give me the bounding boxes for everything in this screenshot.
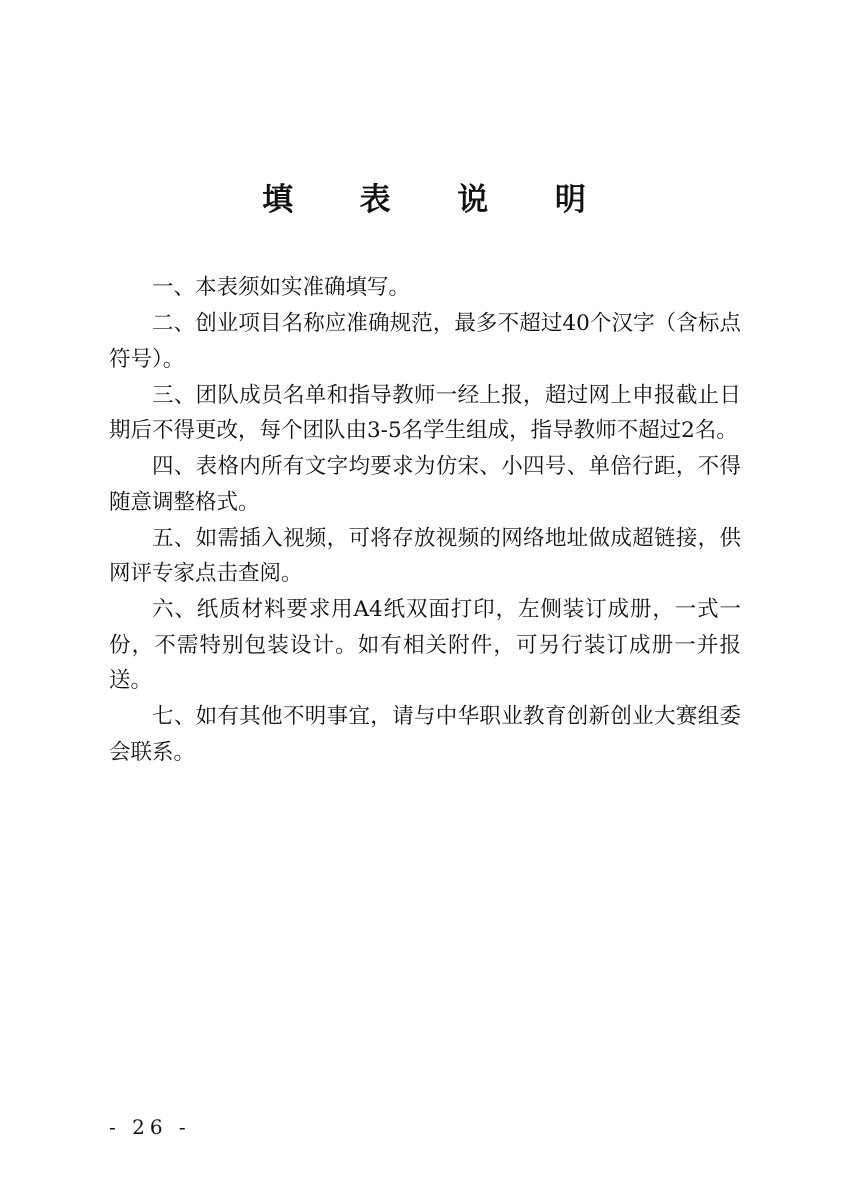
instruction-item-5: 五、如需插入视频，可将存放视频的网络地址做成超链接，供网评专家点击查阅。 — [109, 525, 741, 586]
page-number: - 26 - — [109, 1115, 191, 1139]
instruction-item-2: 二、创业项目名称应准确规范，最多不超过40个汉字（含标点符号）。 — [109, 311, 741, 372]
instruction-item-6: 六、纸质材料要求用A4纸双面打印，左侧装订成册，一式一份，不需特别包装设计。如有相关附件，可另行装订成册一并报送。 — [109, 597, 741, 693]
instruction-item-4: 四、表格内所有文字均要求为仿宋、小四号、单倍行距，不得随意调整格式。 — [109, 454, 741, 515]
instruction-item-3: 三、团队成员名单和指导教师一经上报，超过网上申报截止日期后不得更改，每个团队由3-5名学生组成，指导教师不超过2名。 — [109, 382, 741, 443]
instruction-item-7: 七、如有其他不明事宜，请与中华职业教育创新创业大赛组委会联系。 — [109, 704, 741, 765]
instruction-item-1: 一、本表须如实准确填写。 — [152, 275, 411, 300]
instructions-body — [109, 270, 741, 771]
page-title: 填 表 说 明 — [262, 182, 614, 218]
